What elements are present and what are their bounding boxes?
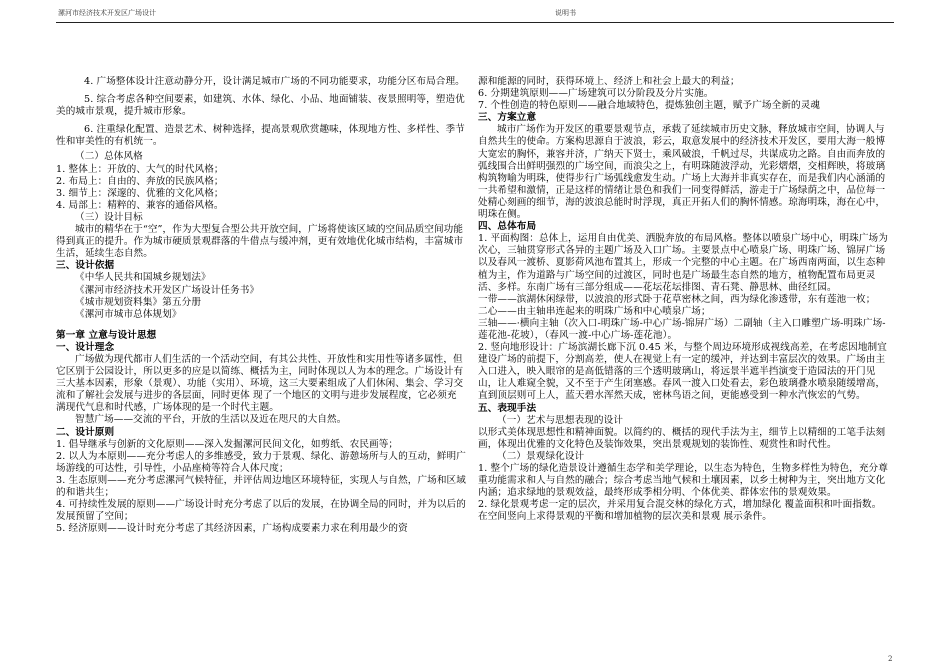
basis-item-2: 《漯河市经济技术开发区广场设计任务书》 — [75, 284, 260, 296]
concept-slogan: 智慧广场——交流的平台，开放的生活以及近在咫尺的大自然。 — [75, 414, 347, 426]
basis-item-4: 《漯河市城市总体规划》 — [75, 308, 182, 320]
basis-item-1: 《中华人民共和国城乡规划法》 — [75, 272, 211, 284]
goal-section-title: （三）设计目标 — [75, 211, 143, 223]
header-divider — [56, 22, 894, 23]
layout-plan-composition: 1. 平面构图：总体上，运用自由优美、洒脱奔放的布局风格。整体以喷泉广场中心，明珠广场为次心，三轴贯穿形式各异的主题广场及入口广场。主要景点中心喷泉广场、明珠广场、锦屏广场以及春风一渡桥、夏影荷风池布置其上，形成一个完整的中心主题。在广场西南两面，以生态种植为主，作为道路与广场空间的过渡区，同时也是广场最生态自然的地方，植物配置布局更灵活、多样。东南广场有三部分组成——花坛花坛排图、青石凳、静思林、曲径红园。 — [478, 233, 888, 293]
method-subtitle-greening: （二）景观绿化设计 — [497, 450, 585, 462]
method-greening-text-2: 2. 绿化景观考虑一定的层次，并采用复合混交林的绿化方式，增加绿化 覆盖面积和叶面指数。 在空间竖向上求得景观的平衡和增加植物的层次美和景观 展示条件。 — [478, 499, 882, 523]
principle-item-5: 5. 经济原则——设计时充分考虑了其经济因素，广场构成要素力求在利用最少的资 — [56, 523, 408, 535]
paragraph-spatial-elements: 5. 综合考虑各种空间要素，如建筑、水体、绿化、小品、地面铺装、夜景照明等，塑造优美的城市景观，提升城市形象。 — [56, 94, 465, 118]
principle-item-6: 6. 分期建筑原则——广场建筑可以分阶段及分片实施。 — [478, 88, 714, 100]
page-number: 2 — [888, 655, 893, 663]
method-art-text: 以形式美体现思想性和精神面貌。以简约的、概括的现代手法为主，细节上以精细的工笔手法刻画，体现出优雅的文化特色及装饰效果，突出景观规划的装饰性、观赏性和时代性。 — [478, 426, 886, 450]
method-heading: 五、表现手法 — [478, 402, 537, 414]
plan-heading: 三、方案立意 — [478, 112, 537, 124]
method-subtitle-art: （一）艺术与思想表现的设计 — [497, 414, 624, 426]
layout-one-belt: 一带——滨湖休闲绿带，以波浪的形式卧于花草密林之间，西为绿化渗透带，东有莲池一枚； — [478, 293, 876, 305]
layout-two-centers: 二心——由主轴串连起来的明珠广场和中心喷泉广场； — [478, 305, 711, 317]
concept-text: 广场做为现代都市人们生活的一个活动空间，有其公共性、开放性和实用性等诸多属性，但它区别于公园设计，所以更多的应是以简练、概括为主，同时体现以人为本的理念。广场设计有三大基本因素，形象（景观）、功能（实用）、环境，这三大要素组成了人们休闲、集会、学习交流和了解社会发展与进步的各层面，同时更体 现了一个地区的文明与进步发展程度，它必须充满现代气息和时代感，广场体现的是一个时代主题。 — [56, 353, 464, 414]
paragraph-greening: 6. 注重绿化配置、造景艺术、树种选择，提高景观欣赏趣味，体现地方性、多样性、季节性和审美性的有机统一。 — [56, 124, 465, 148]
method-greening-text-1: 1. 整个广场的绿化造景设计遵循生态学和美学理论，以生态为特色，生物多样性为特色，充分尊重功能需求和人与自然的融合；综合考虑当地气候和土壤因素，以乡土树种为主，突出地方文化内涵；追求绿地的景观效益，最终形成季相分明、个体优美、群体宏伟的景观效果。 — [478, 463, 888, 499]
basis-item-3: 《城市规划资料集》第五分册 — [75, 296, 202, 308]
basis-heading: 三、设计依据 — [56, 260, 115, 272]
goal-text: 城市的精华在于“空”，作为大型复合型公共开放空间，广场将使该区域的空间品质空间功能得到真正的提升。作为城市硬质景观群落的牛借点与缓冲剂，更有效地优化城市结构，丰富城市生活，延续生态自然。 — [56, 224, 464, 260]
right-column — [478, 76, 890, 638]
plan-text: 城市广场作为开发区的重要景观节点，承载了延续城市历史文脉，释放城市空间，协调人与自然共生的使命。方案构思源自于波浪，彩云，取意发展中的经济技术开发区，要用大海一般博大宽宏的胸怀，兼容并济，广纳天下贤士，乘风破浪，千帆过尽，共谋成功之路。自由而奔放的弧线围合出鲜明强烈的广场空间，而浪尖之上，有明珠随波浮动，光彩熠熠，交相辉映，将玻璃构筑物喻为明珠，使得步行广场弧线愈发生动。广场上大海并非真实存在，而是我们内心涵涌的一共希望和激情，正是这样的情绪让景色和我们一同变得鲜活，游走于广场绿荫之中，品位每一处精心刻画的细节，海的波浪总能时时浮现，真正开拓人们的胸怀情感。琼海明珠，海在心中，明珠在侧。 — [478, 124, 886, 221]
layout-three-axes: 三轴——·横向主轴（次入口-明珠广场-中心广场-锦屏广场）二副轴（主入口雕塑广场-明珠广场-莲花池-花坡），（春风一渡-中心广场-莲花池）。 — [478, 317, 886, 341]
style-item-2: 2. 布局上：自由的、奔放的民族风格； — [56, 175, 224, 187]
header-document-title: 漯河市经济技术开发区广场设计 — [58, 9, 156, 17]
style-item-4: 4. 局部上：精粹的、兼容的通俗风格。 — [56, 199, 224, 211]
style-section-title: （二）总体风格 — [75, 151, 143, 163]
left-column — [56, 76, 466, 638]
principle-item-5-continued: 源和能源的同时，获得环境上、经济上和社会上最大的利益； — [478, 76, 740, 87]
principle-item-3: 3. 生态原则——充分考虑漯河气候特征，并评估周边地区环境特征，实现人与自然，广场和区域的和谐共生； — [56, 474, 466, 498]
principle-item-1: 1. 倡导继承与创新的文化原则——深入发掘漯河民间文化，如剪纸、农民画等； — [56, 438, 399, 450]
principle-item-2: 2. 以人为本原则——充分考虑人的多维感受，致力于景观、绿化、游憩场所与人的互动，鲜明广场游线的可达性，引导性，小品座椅等符合人体尺度； — [56, 450, 466, 474]
layout-vertical-design: 2. 竖向地形设计：广场滨湖长廊下沉 0.45 米，与整个周边环境形成视线高差，在考虑因地制宜建设广场的前提下，分割高差，使人在视觉上有一定的缓冲，并达到丰富层次的效果。广场由主入口进入，映入眼帘的是高低错落的三个透明玻璃山，将远景半遮半挡演变于造园法的开门见山，让人难窥全貌，又不至于产生闭塞感。春风一渡入口处看去，彩色玻璃叠水喷泉随缓增高，直到顶层则可上人，蓝天碧水浑然天成，密林鸟语之间，更能感受到一种水汽恢宏的气势。 — [478, 342, 887, 402]
principle-heading: 二、设计原则 — [56, 426, 115, 438]
chapter-title: 第一章 立意与设计思想 — [56, 329, 157, 341]
style-item-1: 1. 整体上：开放的、大气的时代风格； — [56, 163, 224, 175]
principle-item-4: 4. 可持续性发展的原则——广场设计时充分考虑了以后的发展，在协调全局的同时，并为以后的发展预留了空间； — [56, 499, 466, 523]
paragraph-zoning: 4. 广场整体设计注意动静分开，设计满足城市广场的不同功能要求，功能分区布局合理。 — [84, 76, 465, 87]
principle-item-7: 7. 个性创造的特色原则——融合地域特色，提炼独创主题，赋予广场全新的灵魂 — [478, 100, 821, 112]
concept-heading: 一、设计理念 — [56, 341, 115, 353]
page-header — [0, 0, 950, 30]
header-section-label: 说明书 — [555, 9, 576, 17]
layout-heading: 四、总体布局 — [478, 221, 537, 233]
style-item-3: 3. 细节上：深邃的、优雅的文化风格； — [56, 187, 224, 199]
